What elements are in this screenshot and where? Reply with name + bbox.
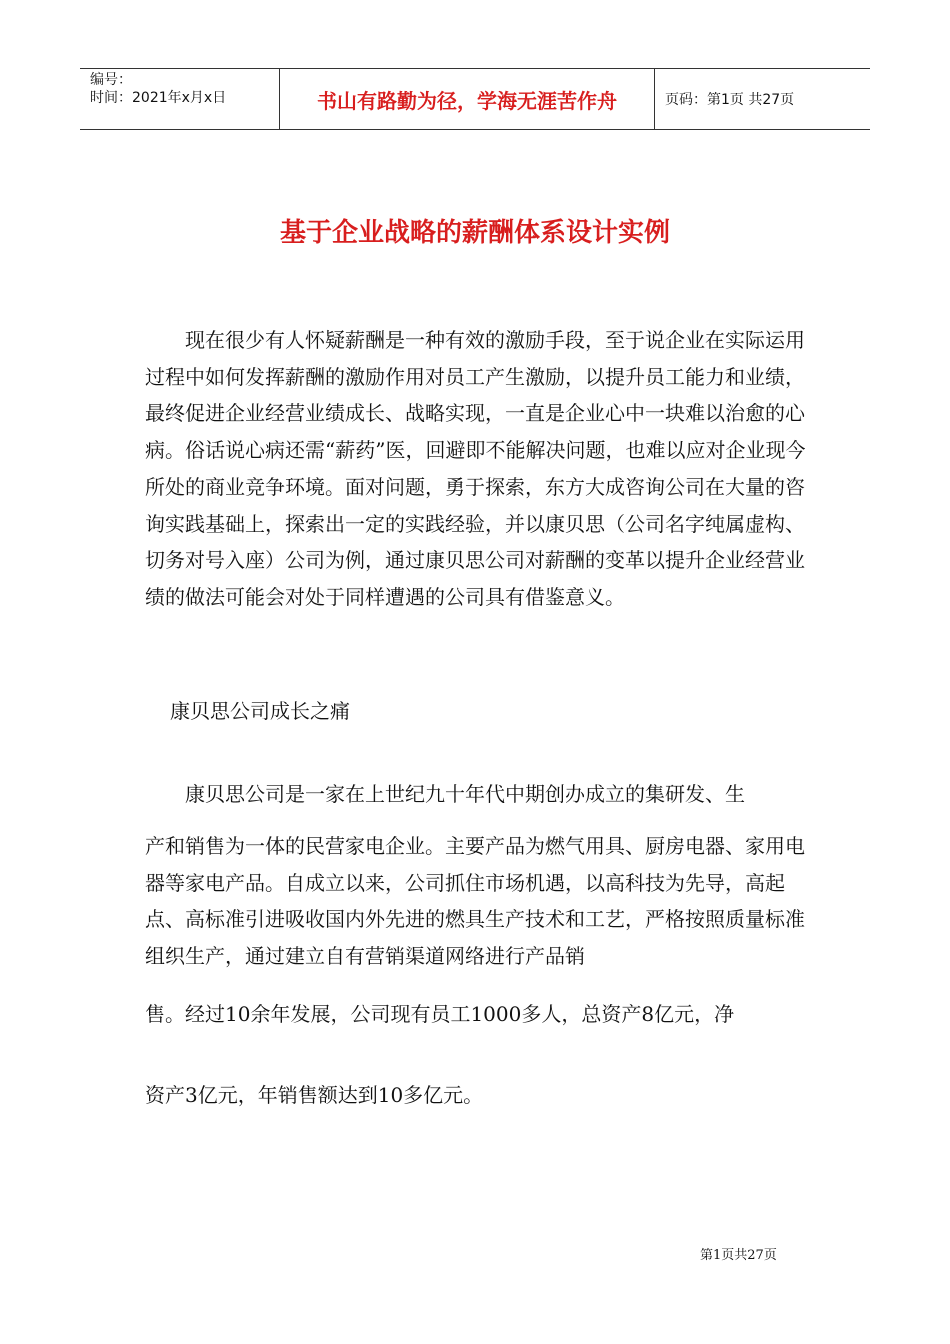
body-paragraph-line-1: 康贝思公司是一家在上世纪九十年代中期创办成立的集研发、生	[185, 782, 745, 806]
body-paragraph-part-2: 产和销售为一体的民营家电企业。主要产品为燃气用具、厨房电器、家用电器等家电产品。自成立以来，公司抓住市场机遇，以高科技为先导，高起点、高标准引进吸收国内外先进的燃具生产技术和工艺，严格按照质量标准组织生产，通过建立自有营销渠道网络进行产品销	[145, 834, 805, 968]
number-label: 编号：	[90, 72, 132, 88]
document-title: 基于企业战略的薪酬体系设计实例	[279, 218, 670, 248]
page-footer: 第1页共27页	[700, 1248, 777, 1263]
header-page-label: 页码：第1页 共27页	[665, 92, 795, 108]
body-paragraph-part-3: 售。经过10余年发展，公司现有员工1000多人，总资产8亿元，净	[145, 1002, 735, 1026]
intro-paragraph: 现在很少有人怀疑薪酬是一种有效的激励手段，至于说企业在实际运用过程中如何发挥薪酬的激励作用对员工产生激励，以提升员工能力和业绩，最终促进企业经营业绩成长、战略实现，一直是企业心中一块难以治愈的心病。俗话说心病还需“薪药”医，回避即不能解决问题，也难以应对企业现今所处的商业竞争环境。面对问题，勇于探索，东方大成咨询公司在大量的咨询实践基础上，探索出一定的实践经验，并以康贝思（公司名字纯属虚构、切务对号入座）公司为例，通过康贝思公司对薪酬的变革以提升企业经营业绩的做法可能会对处于同样遭遇的公司具有借鉴意义。	[145, 328, 806, 609]
section-heading: 康贝思公司成长之痛	[170, 699, 350, 723]
page-header	[80, 68, 870, 130]
body-paragraph-part-4: 资产3亿元，年销售额达到10多亿元。	[145, 1083, 484, 1107]
header-motto: 书山有路勤为径，学海无涯苦作舟	[280, 69, 655, 129]
time-label: 时间：2021年x月x日	[90, 90, 227, 106]
header-info	[80, 69, 280, 129]
